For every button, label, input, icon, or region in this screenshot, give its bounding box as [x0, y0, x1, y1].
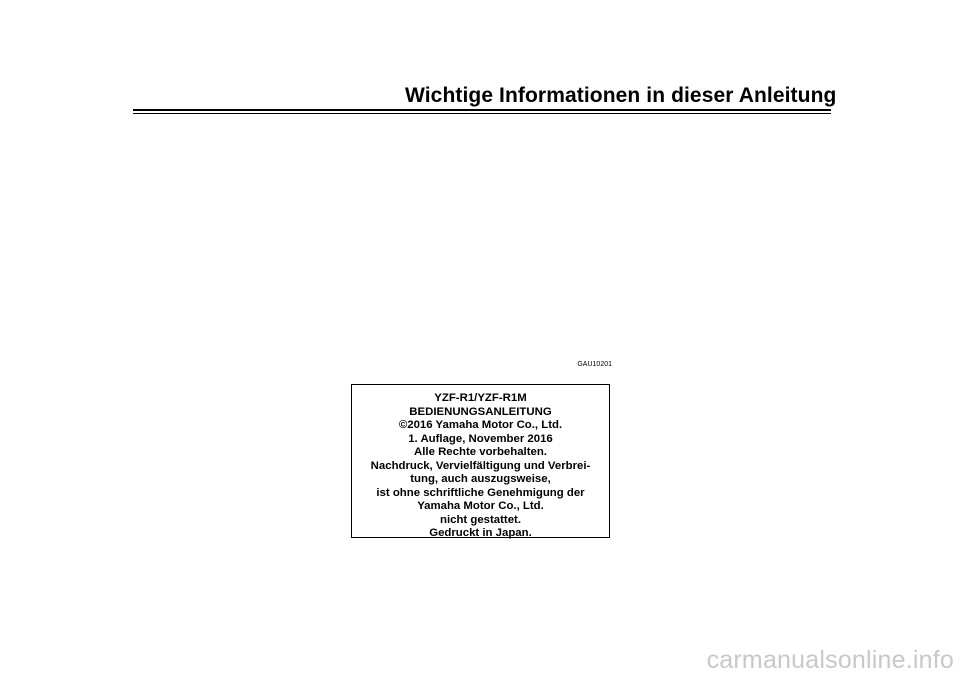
imprint-line: 1. Auflage, November 2016 — [408, 432, 553, 445]
imprint-line: Gedruckt in Japan. — [429, 527, 532, 539]
imprint-line: YZF-R1/YZF-R1M — [434, 392, 527, 404]
imprint-line: tung, auch auszugsweise, — [410, 473, 551, 485]
header-divider-thin — [133, 113, 831, 114]
imprint-line: Yamaha Motor Co., Ltd. — [417, 500, 544, 512]
header-divider-thick — [133, 109, 831, 111]
watermark: carmanualsonline.info — [706, 646, 954, 674]
page-title: Wichtige Informationen in dieser Anleitung — [405, 84, 837, 107]
imprint-line: BEDIENUNGSANLEITUNG — [409, 405, 552, 418]
imprint-line: Alle Rechte vorbehalten. — [414, 446, 547, 458]
imprint-line: ist ohne schriftliche Genehmigung der — [376, 486, 585, 499]
imprint-line: Nachdruck, Vervielfältigung und Verbrei- — [370, 459, 591, 472]
imprint-line: nicht gestattet. — [439, 513, 521, 526]
document-code: GAU10201 — [577, 361, 612, 368]
imprint-box — [351, 384, 610, 538]
imprint-line: ©2016 Yamaha Motor Co., Ltd. — [398, 419, 563, 431]
